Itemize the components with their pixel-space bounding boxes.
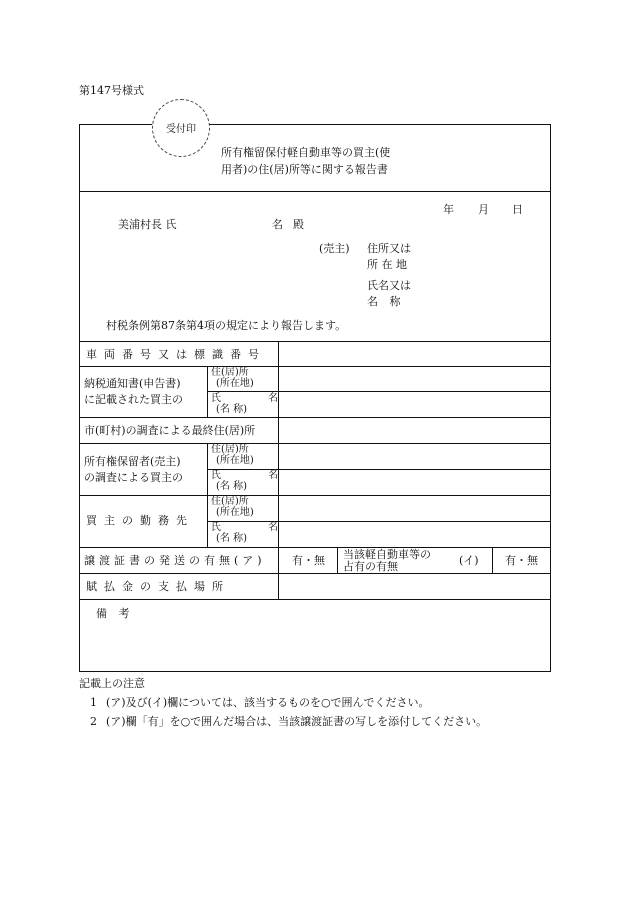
employer-label: 買主の勤務先 [86,514,194,527]
form-title-line2: 用者)の住(居)所等に関する報告書 [221,163,388,176]
note-2-number: 2 [90,715,97,728]
seller-label: (売主) [319,242,350,255]
possession-label-2: 占有の有無 [343,560,398,573]
table-line [80,443,550,444]
seller-name-label-2: 名 称 [367,295,405,308]
possession-yes-no: 有・無 [505,554,538,567]
seller-address-label-2: 所 在 地 [367,258,407,271]
transfer-cert-yes-no: 有・無 [292,554,325,567]
retainer-label-2: の調査による買主の [84,471,183,484]
addressee-name: 美浦村長 氏 [118,218,177,231]
reception-stamp-area [152,99,210,157]
table-line [80,417,550,418]
employer-name-sub-2: (名 称) [216,533,247,544]
table-line [337,547,338,573]
retainer-name-sub-1: 氏 名 [211,470,301,481]
employer-name-sub-1: 氏 名 [211,522,301,533]
possession-label-1: 当該軽自動車等の [343,548,431,561]
notice-label-1: 納税通知書(申告書) [84,377,181,390]
seller-address-label-1: 住所又は [367,242,411,255]
stamp-label: 受付印 [166,124,196,135]
table-line [80,599,550,600]
notice-address-sub-1: 住(居)所 [211,367,249,378]
table-line [80,341,550,342]
notes-heading: 記載上の注意 [79,677,145,690]
date-month: 月 [478,203,489,216]
payment-place-label: 賦払金の支払場所 [86,580,230,593]
table-line [207,443,208,547]
notice-name-sub-2: (名 称) [216,404,247,415]
table-line [80,547,550,548]
form-number: 第147号様式 [79,84,144,97]
table-line [80,573,550,574]
note-2-text: (ア)欄「有」を○で囲んだ場合は、当該譲渡証書の写しを添付してください。 [106,715,488,728]
employer-address-sub-2: (所在地) [216,507,254,518]
date-year: 年 [443,203,454,216]
vehicle-number-label: 車両番号又は標識番号 [86,348,266,361]
transfer-cert-label: 譲渡証書の発送の有無(ア) [84,554,266,567]
employer-address-sub-1: 住(居)所 [211,496,249,507]
notice-name-sub-1: 氏 名 [211,393,301,404]
table-line [492,547,493,573]
date-day: 日 [512,203,523,216]
retainer-label-1: 所有権保留者(売主) [84,455,181,468]
table-line [207,391,550,392]
table-line [80,495,550,496]
retainer-address-sub-1: 住(居)所 [211,444,249,455]
title-divider [80,191,550,192]
possession-mark: (イ) [459,554,479,567]
remarks-label: 備 考 [96,607,134,620]
notice-label-2: に記載された買主の [84,393,183,406]
table-line [80,366,550,367]
note-1-text: (ア)及び(イ)欄については、該当するものを○で囲んでください。 [106,696,430,709]
form-title-line1: 所有権留保付軽自動車等の買主(使 [221,146,391,159]
notice-address-sub-2: (所在地) [216,378,254,389]
addressee-name-suffix: 名 [272,218,283,231]
addressee-honorific: 殿 [293,218,304,231]
report-statement: 村税条例第87条第4項の規定により報告します。 [106,319,347,332]
seller-name-label-1: 氏名又は [367,279,411,292]
city-survey-label: 市(町村)の調査による最終住(居)所 [84,424,256,437]
retainer-name-sub-2: (名 称) [216,481,247,492]
note-1-number: 1 [90,696,97,709]
table-line [207,366,208,417]
retainer-address-sub-2: (所在地) [216,455,254,466]
